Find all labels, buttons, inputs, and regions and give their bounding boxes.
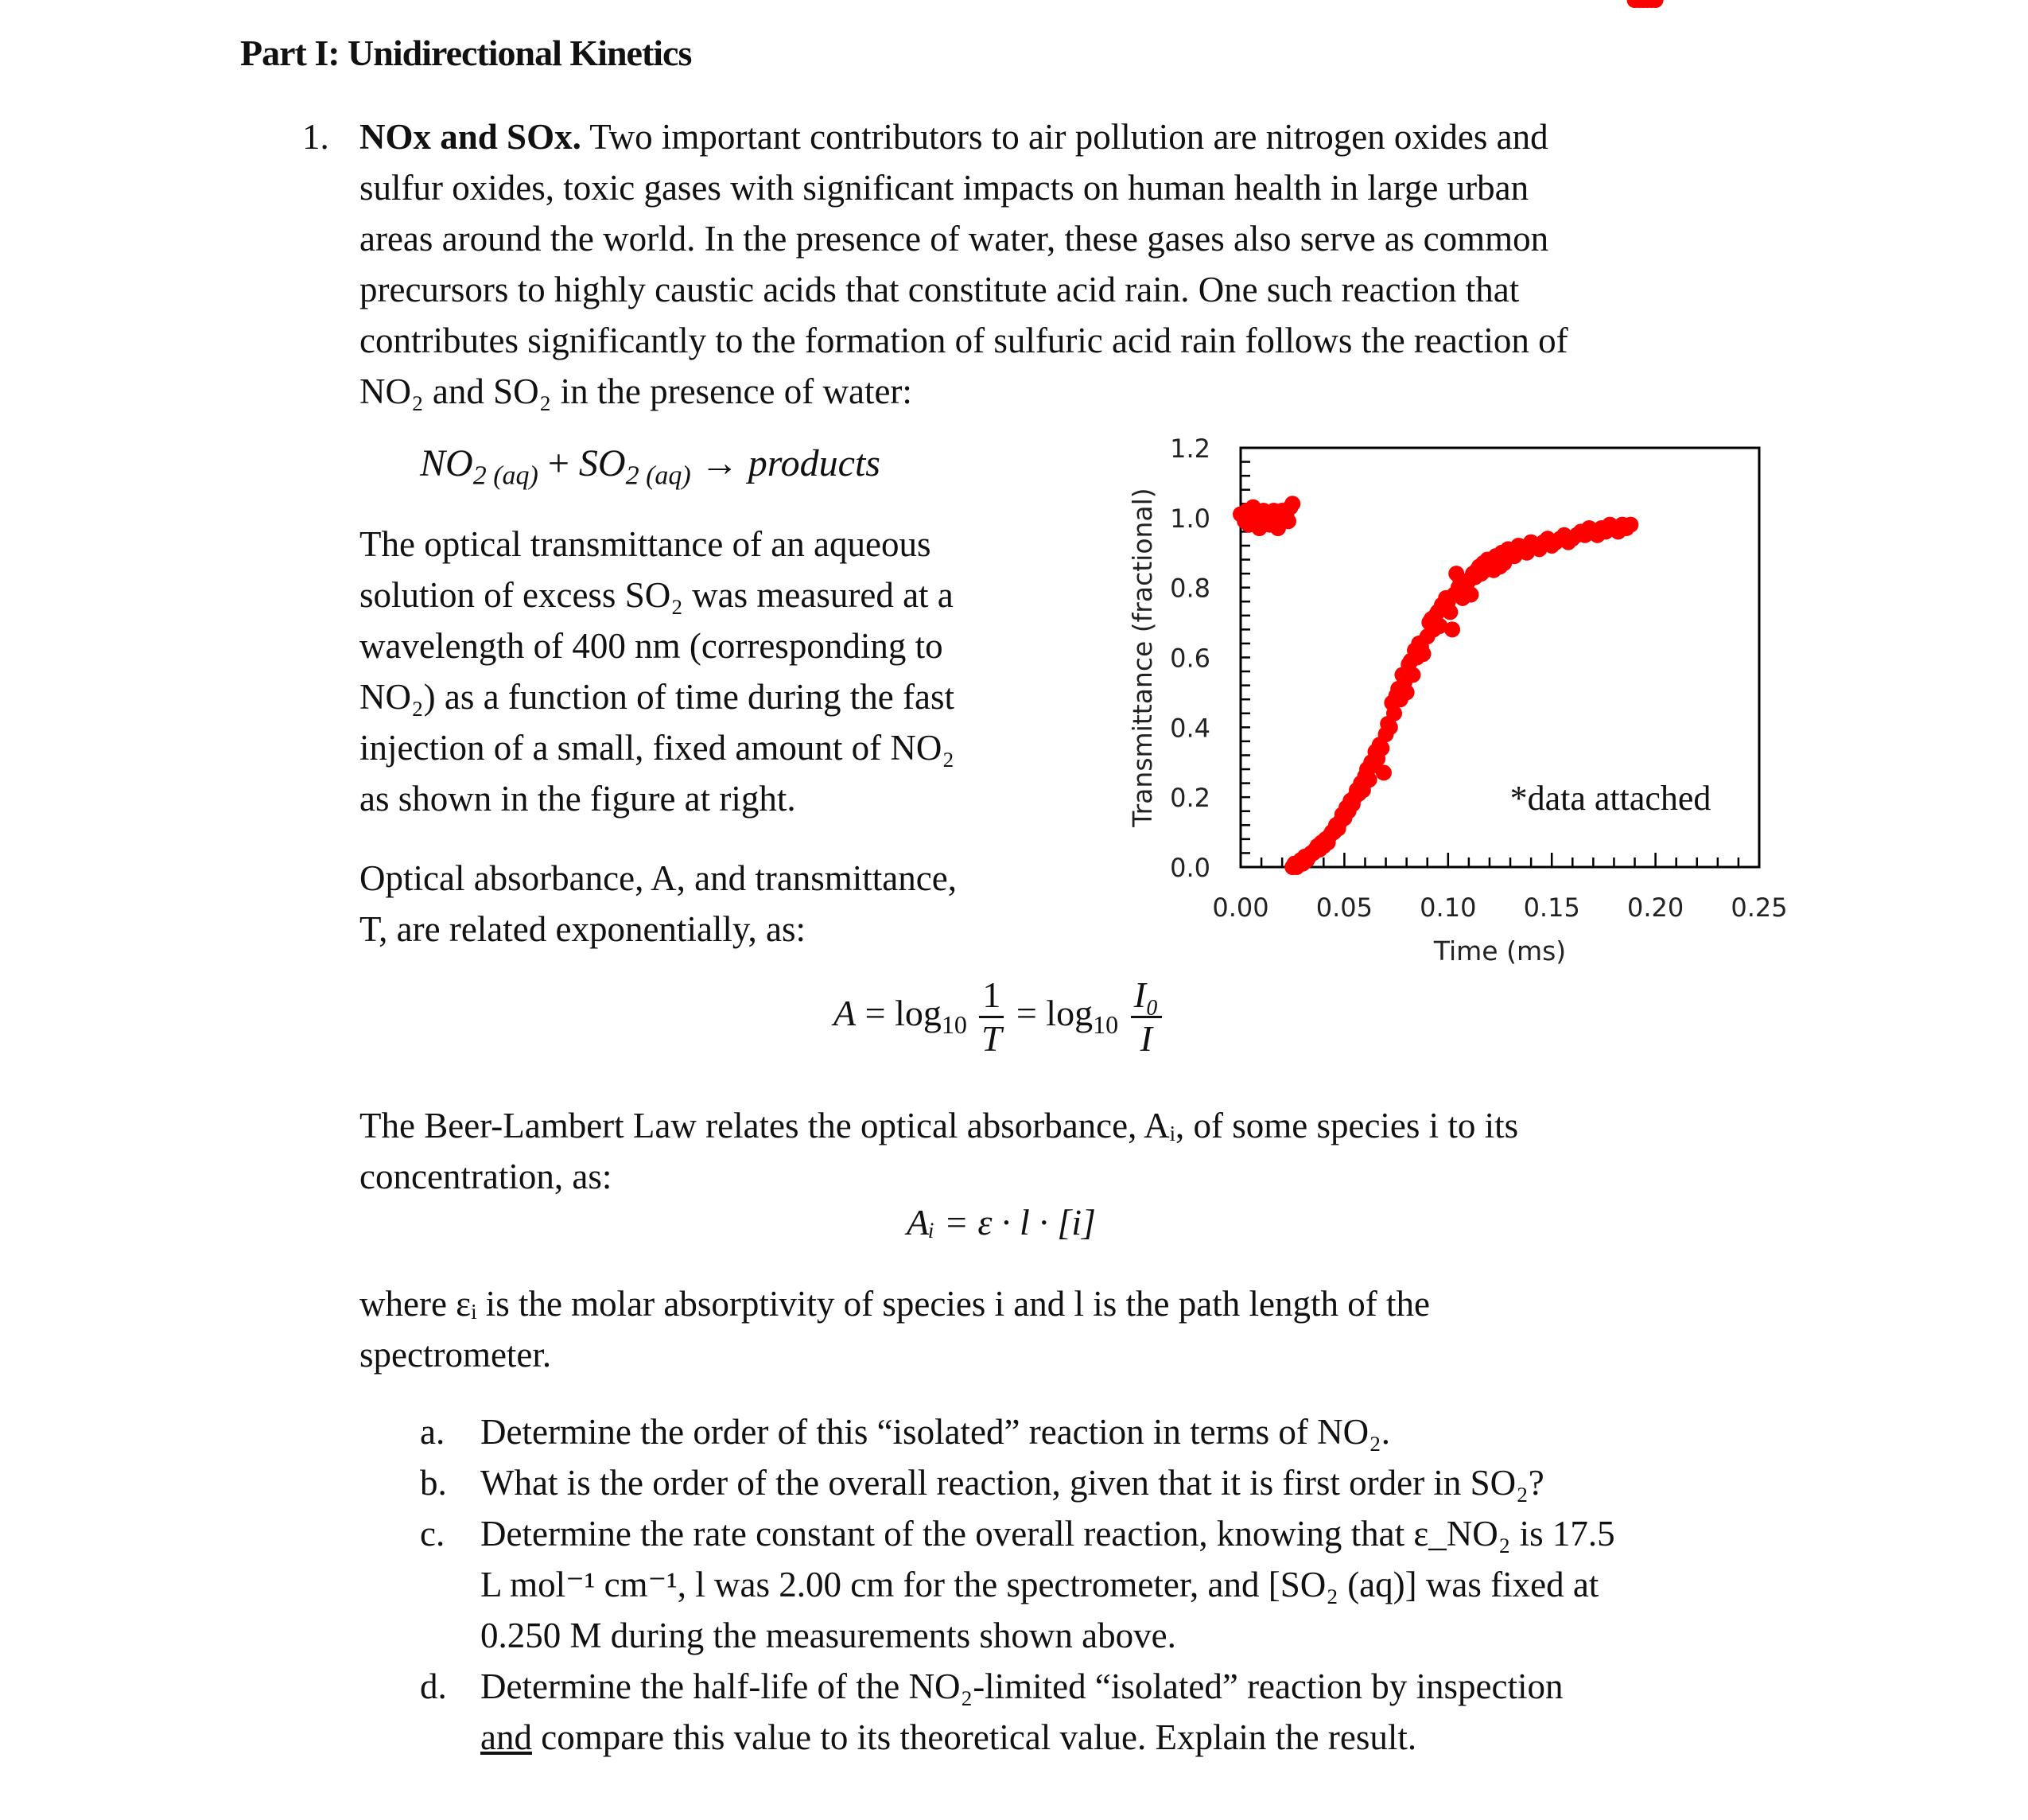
data-point xyxy=(1404,667,1420,682)
question-text: 0.250 M during the measurements shown above. xyxy=(480,1616,1176,1655)
reaction-product: products xyxy=(748,442,880,484)
text-line: NO₂) as a function of time during the fast xyxy=(359,677,954,717)
eq-log-base: 10 xyxy=(941,1010,967,1040)
beer-lambert-equation: Aᵢ = ε · l · [i] xyxy=(907,1202,1096,1242)
data-point xyxy=(1284,496,1300,511)
data-point xyxy=(1280,513,1296,529)
text-line: T, are related exponentially, as: xyxy=(359,909,806,949)
frac-numerator: 1 xyxy=(979,974,1004,1018)
question-text: What is the order of the overall reaction, given that it is first order in SO₂? xyxy=(480,1463,1544,1503)
eq-equals: = xyxy=(1016,993,1037,1034)
question-label: a. xyxy=(420,1412,445,1452)
reactant-no2-sub: 2 (aq) xyxy=(472,461,538,491)
question-label: b. xyxy=(420,1463,447,1503)
reactant-no2: NO xyxy=(420,442,473,484)
problem-heading: NOx and SOx. xyxy=(359,117,581,157)
y-tick-label: 0.8 xyxy=(1170,573,1210,604)
y-tick-label: 1.2 xyxy=(1170,434,1210,464)
text-line: injection of a small, fixed amount of NO₂ xyxy=(359,728,955,768)
eq-log: log xyxy=(895,993,942,1034)
data-point xyxy=(1416,646,1432,662)
question-text: Determine the rate constant of the overall reaction, knowing that ε_NO₂ is 17.5 xyxy=(480,1514,1615,1554)
text-line: where εᵢ is the molar absorptivity of species i and l is the path length of the xyxy=(359,1284,1430,1324)
data-point xyxy=(1444,621,1460,637)
question-label: d. xyxy=(420,1666,447,1706)
intro-text: Two important contributors to air pollution are nitrogen oxides and xyxy=(589,117,1548,157)
question-text: compare this value to its theoretical value. Explain the result. xyxy=(531,1717,1417,1757)
y-axis-label: Transmittance (fractional) xyxy=(1127,488,1158,827)
text-line: solution of excess SO₂ was measured at a xyxy=(359,575,954,615)
eq-equals: = xyxy=(864,993,886,1034)
intro-line: areas around the world. In the presence of water, these gases also serve as common xyxy=(359,219,1549,259)
chart-annotation: *data attached xyxy=(1509,779,1711,818)
x-tick-label: 0.00 xyxy=(1212,892,1269,923)
reactant-so2: SO xyxy=(578,442,626,484)
eq-log-base: 10 xyxy=(1093,1010,1119,1040)
data-point xyxy=(1622,517,1638,533)
plus-sign: + xyxy=(547,442,569,484)
frac-denominator: I xyxy=(1140,1018,1152,1059)
text-line: The Beer-Lambert Law relates the optical absorbance, Aᵢ, of some species i to its xyxy=(359,1106,1519,1145)
y-tick-label: 0.0 xyxy=(1170,853,1210,883)
y-tick-label: 1.0 xyxy=(1170,503,1210,534)
text-line: as shown in the figure at right. xyxy=(359,779,796,819)
data-point xyxy=(1382,719,1398,735)
data-point xyxy=(1373,741,1389,756)
question-text: L mol⁻¹ cm⁻¹, l was 2.00 cm for the spectrometer, and [SO₂ (aq)] was fixed at xyxy=(480,1565,1599,1604)
y-tick-label: 0.6 xyxy=(1170,643,1210,674)
question-label: c. xyxy=(420,1514,445,1554)
text-line: spectrometer. xyxy=(359,1335,552,1375)
problem-number: 1. xyxy=(302,117,329,157)
y-tick-label: 0.2 xyxy=(1170,783,1210,814)
section-title: Part I: Unidirectional Kinetics xyxy=(240,33,692,73)
text-line: wavelength of 400 nm (corresponding to xyxy=(359,626,943,666)
y-tick-label: 0.4 xyxy=(1170,713,1210,744)
data-point xyxy=(1376,764,1392,780)
text-line: concentration, as: xyxy=(359,1157,612,1196)
text-line: The optical transmittance of an aqueous xyxy=(359,524,931,564)
x-tick-label: 0.10 xyxy=(1420,892,1477,923)
data-point xyxy=(1362,772,1377,788)
data-point xyxy=(1386,706,1402,721)
x-tick-label: 0.25 xyxy=(1731,892,1788,923)
intro-line: sulfur oxides, toxic gases with significant impacts on human health in large urban xyxy=(359,168,1529,208)
intro-line: contributes significantly to the formation of sulfuric acid rain follows the reaction of xyxy=(359,321,1568,360)
reaction-arrow: → xyxy=(700,442,739,484)
reactant-so2-sub: 2 (aq) xyxy=(625,461,691,491)
data-point xyxy=(1399,684,1415,700)
intro-line: precursors to highly caustic acids that constitute acid rain. One such reaction that xyxy=(359,270,1520,309)
eq-log: log xyxy=(1046,993,1094,1034)
data-point xyxy=(1442,604,1458,620)
x-tick-label: 0.05 xyxy=(1315,892,1373,923)
eq-lhs: A xyxy=(833,993,857,1034)
data-point xyxy=(1463,586,1478,602)
x-tick-label: 0.15 xyxy=(1523,892,1580,923)
intro-line: NO₂ and SO₂ in the presence of water: xyxy=(359,371,912,411)
x-tick-label: 0.20 xyxy=(1626,892,1684,923)
x-axis-label: Time (ms) xyxy=(1433,935,1567,966)
question-text: Determine the half-life of the NO₂-limited “isolated” reaction by inspection xyxy=(480,1666,1564,1706)
frac-numerator: I₀ xyxy=(1131,974,1162,1018)
underlined-and: and xyxy=(480,1717,532,1757)
frac-denominator: T xyxy=(981,1018,1002,1059)
question-text: Determine the order of this “isolated” reaction in terms of NO₂. xyxy=(480,1412,1391,1452)
text-line: Optical absorbance, A, and transmittance, xyxy=(359,858,957,898)
